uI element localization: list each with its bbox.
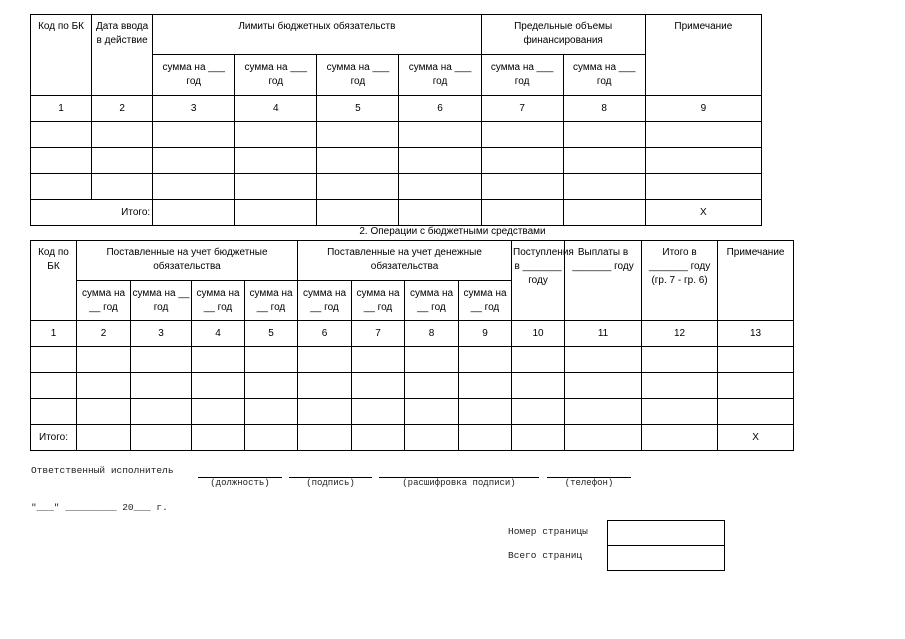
x-mark: Х	[718, 425, 794, 451]
col-number: 8	[563, 96, 645, 122]
col-number: 6	[298, 321, 352, 347]
sub-header-sum: сумма на __ год	[192, 281, 245, 321]
col-number: 12	[642, 321, 718, 347]
header-date: Дата ввода в действие	[92, 15, 153, 96]
col-number: 4	[192, 321, 245, 347]
col-number: 5	[245, 321, 298, 347]
column-number-row	[31, 96, 762, 122]
col-number: 1	[31, 321, 77, 347]
col-number: 5	[317, 96, 399, 122]
table-row	[31, 373, 794, 399]
sub-header-sum: сумма на ___ год	[481, 55, 563, 96]
responsible-label: Ответственный исполнитель	[31, 465, 174, 476]
total-pages-box[interactable]	[607, 545, 725, 571]
sub-header-sum: сумма на ___ год	[153, 55, 235, 96]
signature-caption: (подпись)	[306, 478, 355, 488]
page-number-label: Номер страницы	[508, 526, 588, 537]
col-number: 10	[512, 321, 565, 347]
table-row	[31, 122, 762, 148]
limits-table	[30, 14, 762, 226]
col-number: 2	[92, 96, 153, 122]
header-postuplenie: Поступления в _______ году	[512, 241, 565, 321]
sub-header-sum: сумма на __ год	[405, 281, 459, 321]
col-number: 13	[718, 321, 794, 347]
header-postav-obyaz: Поставленные на учет бюджетные обязательства	[77, 241, 298, 281]
sub-header-sum: сумма на ___ год	[235, 55, 317, 96]
header-kod-bk: Код по БК	[31, 15, 92, 96]
page-number-box[interactable]	[607, 520, 725, 546]
header-predel: Предельные объемы финансирования	[481, 15, 645, 55]
sub-header-sum: сумма на ___ год	[399, 55, 481, 96]
col-number: 7	[481, 96, 563, 122]
col-number: 3	[131, 321, 192, 347]
sub-header-sum: сумма на __ год	[352, 281, 405, 321]
date-line: "___" _________ 20___ г.	[31, 502, 168, 513]
header-postav-den: Поставленные на учет денежные обязательства	[298, 241, 512, 281]
sub-header-sum: сумма на __ год	[131, 281, 192, 321]
column-number-row	[31, 321, 794, 347]
col-number: 8	[405, 321, 459, 347]
col-number: 6	[399, 96, 481, 122]
header-note: Примечание	[645, 15, 761, 96]
header-kod-bk: Код по БК	[31, 241, 77, 321]
sub-header-sum: сумма на ___ год	[317, 55, 399, 96]
header-itogo-v: Итого в _______ году (гр. 7 - гр. 6)	[642, 241, 718, 321]
header-limits: Лимиты бюджетных обязательств	[153, 15, 481, 55]
total-pages-label: Всего страниц	[508, 550, 583, 561]
col-number: 7	[352, 321, 405, 347]
table-row	[31, 347, 794, 373]
col-number: 2	[77, 321, 131, 347]
col-number: 9	[645, 96, 761, 122]
sub-header-sum: сумма на __ год	[298, 281, 352, 321]
col-number: 4	[235, 96, 317, 122]
section-caption: 2. Операции с бюджетными средствами	[359, 226, 546, 237]
operations-table	[30, 240, 794, 451]
sub-header-sum: сумма на __ год	[77, 281, 131, 321]
x-mark: Х	[645, 200, 761, 226]
total-row	[31, 200, 762, 226]
table-row	[31, 399, 794, 425]
col-number: 9	[459, 321, 512, 347]
header-vyplaty: Выплаты в _______ году	[565, 241, 642, 321]
table-row	[31, 174, 762, 200]
position-caption: (должность)	[210, 478, 270, 488]
col-number: 11	[565, 321, 642, 347]
header-note: Примечание	[718, 241, 794, 321]
name-caption: (расшифровка подписи)	[402, 478, 516, 488]
table-row	[31, 148, 762, 174]
total-row	[31, 425, 794, 451]
col-number: 1	[31, 96, 92, 122]
phone-caption: (телефон)	[564, 478, 614, 488]
total-label: Итого:	[31, 200, 153, 226]
col-number: 3	[153, 96, 235, 122]
sub-header-sum: сумма на __ год	[245, 281, 298, 321]
sub-header-sum: сумма на ___ год	[563, 55, 645, 96]
sub-header-sum: сумма на __ год	[459, 281, 512, 321]
total-label: Итого:	[31, 425, 77, 451]
